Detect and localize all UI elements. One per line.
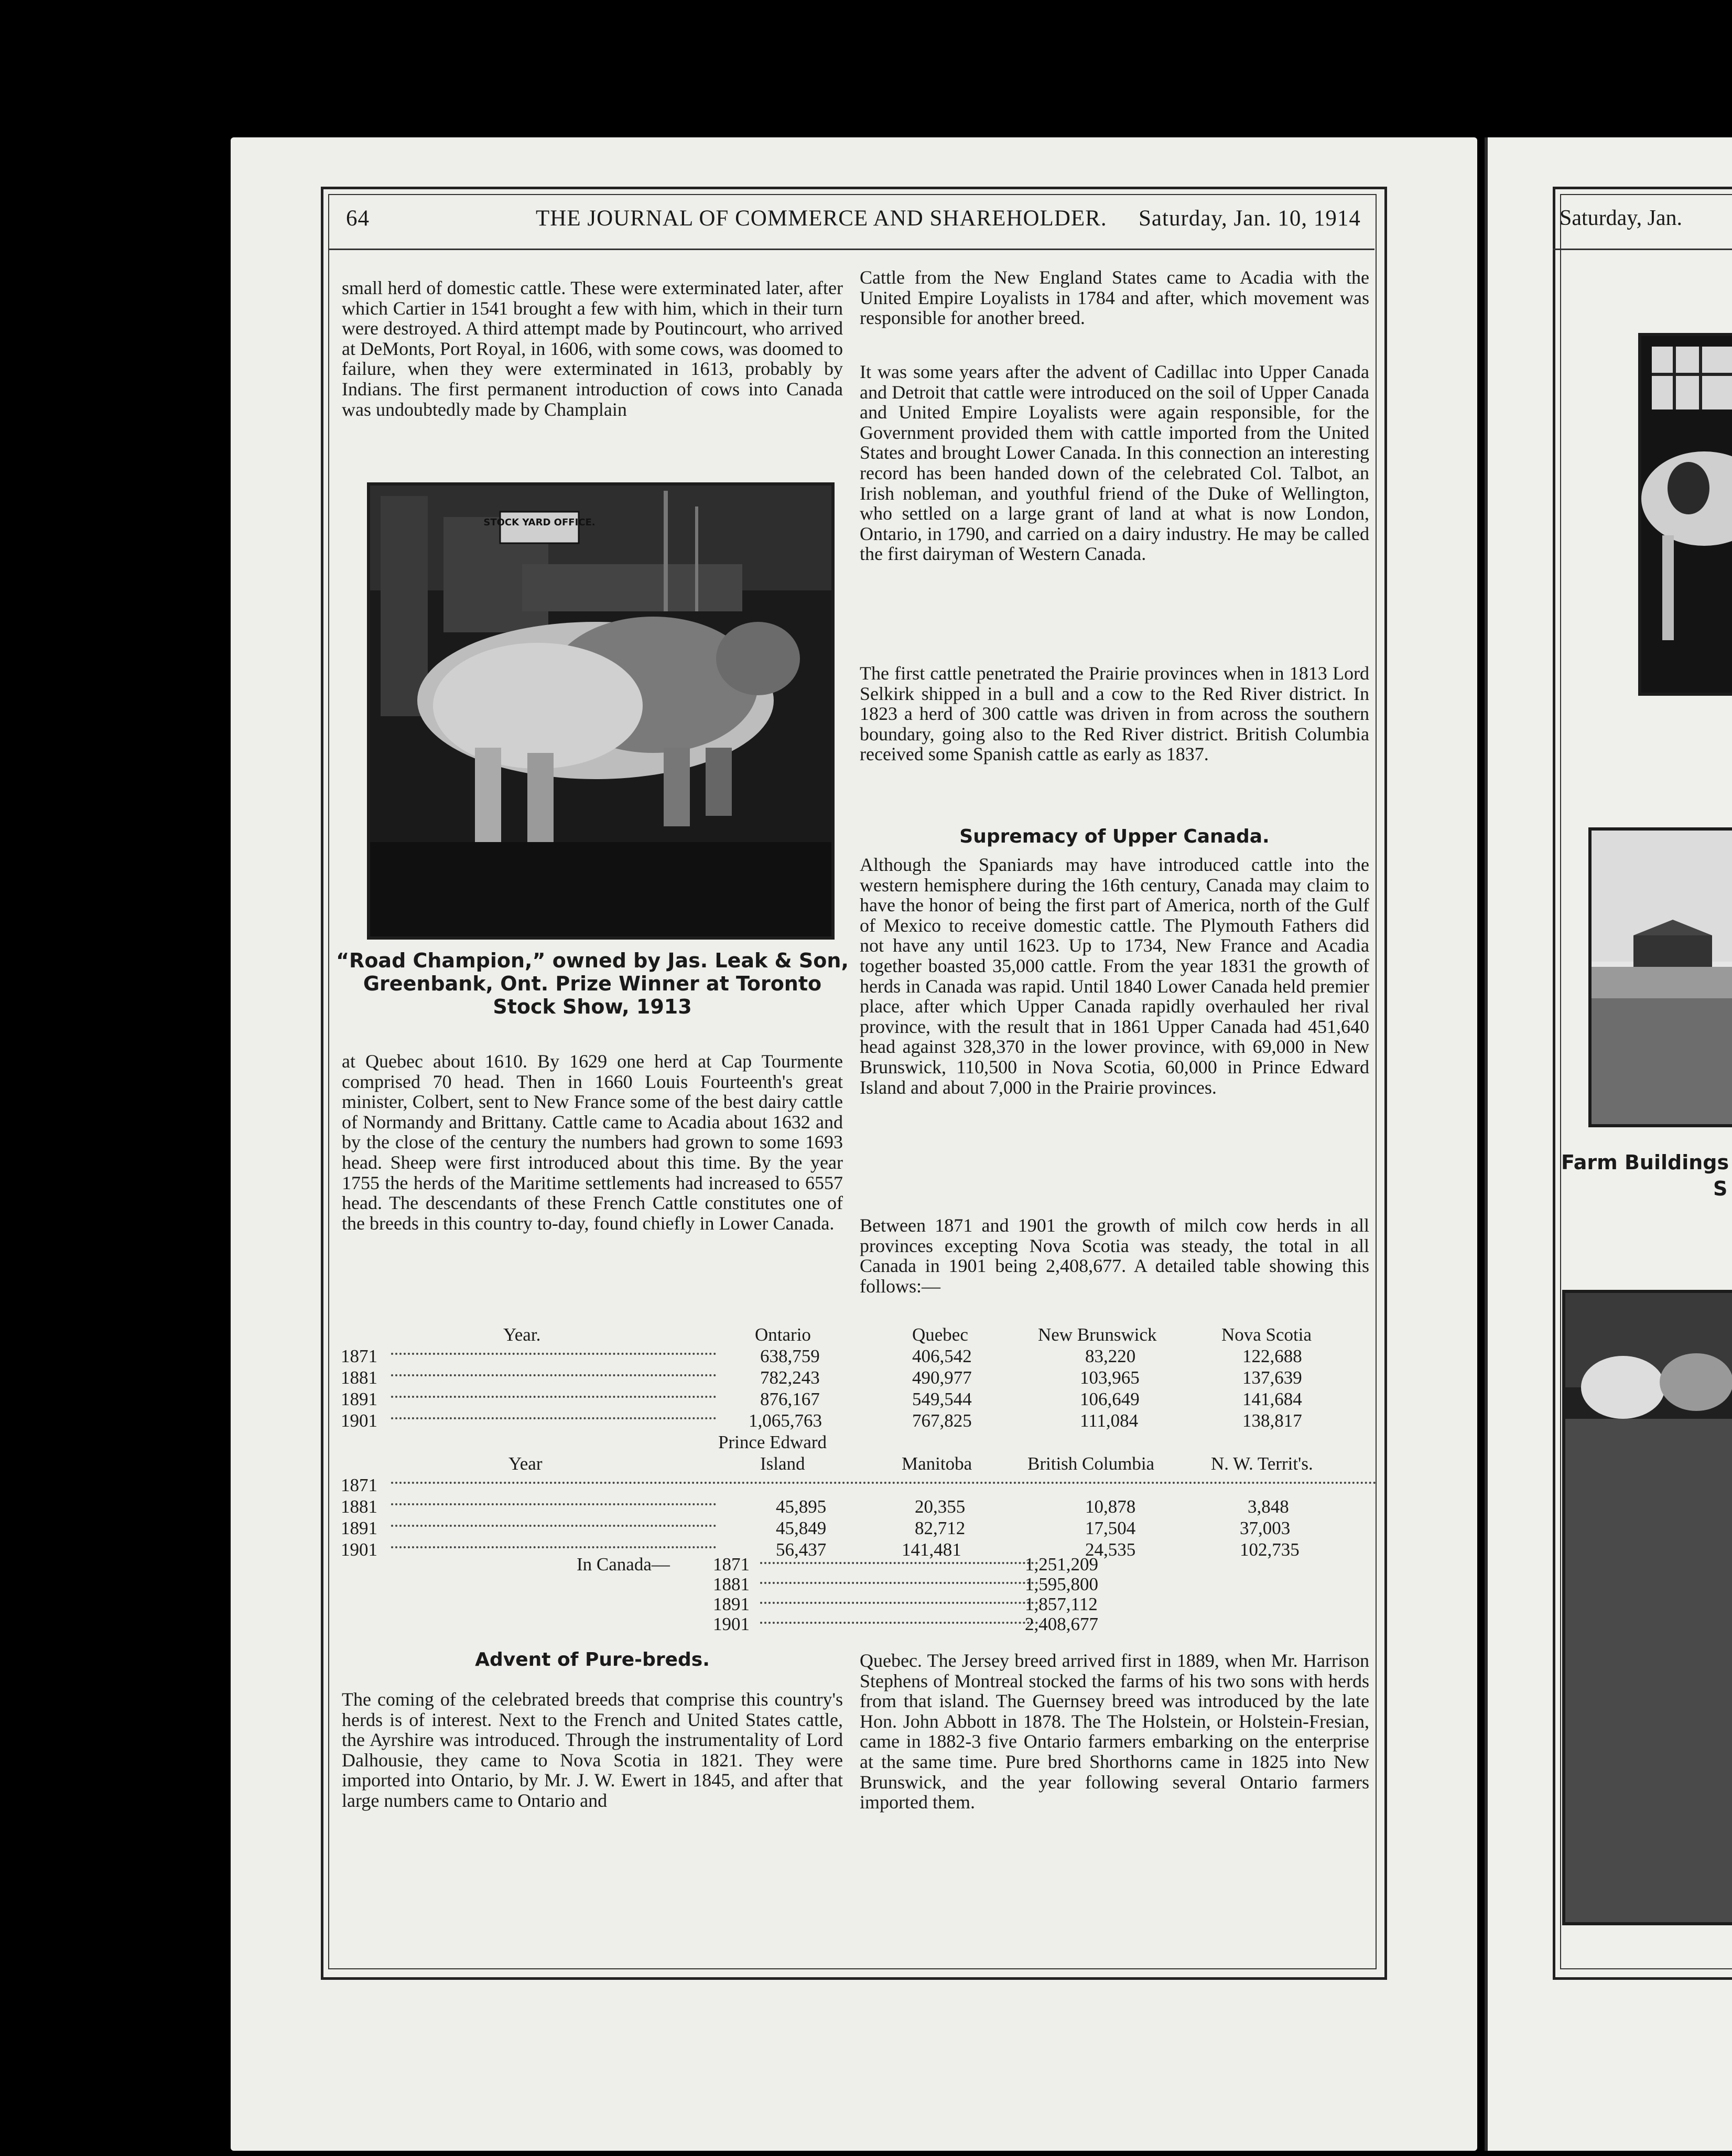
new-brunswick-cell: 106,649 <box>1080 1389 1140 1409</box>
year-cell: 1891 <box>341 1389 377 1409</box>
new-brunswick-cell: 103,965 <box>1080 1367 1140 1388</box>
table1-header-row <box>341 1324 1384 1345</box>
totals-row <box>577 1574 1098 1594</box>
year-cell: 1891 <box>713 1594 750 1614</box>
stock-yard-sign: STOCK YARD OFFICE. <box>483 517 596 528</box>
bc-cell: 24,535 <box>1085 1539 1136 1560</box>
nova-scotia-cell: 138,817 <box>1242 1410 1302 1431</box>
manitoba-cell: 82,712 <box>915 1518 966 1538</box>
table-row <box>341 1474 1384 1496</box>
page-header <box>346 206 1389 242</box>
new-brunswick-cell: 83,220 <box>1085 1346 1136 1366</box>
year-cell: 1881 <box>341 1367 377 1388</box>
left-paragraph-2: at Quebec about 1610. By 1629 one herd at Cap Tourmente comprised 70 head. Then in 1660 Louis Fourteenth's great minister, Colbert, sent to New France some of the best dairy cattle of Normandy and Brittany. Cattle came to Acadia about 1632 and by the close of the century the numbers had grown to some 1693 head. Sheep were first introduced about this time. By the year 1755 the herds of the Maritime settlements had increased to 6557 head. The descendants of these French Cattle constitutes one of the breeds in this country to-day, found chiefly in Lower Canada. <box>342 1051 843 1234</box>
nova-scotia-cell: 137,639 <box>1242 1367 1302 1388</box>
bc-cell: 17,504 <box>1085 1518 1136 1538</box>
pure-breds-right-paragraph: Quebec. The Jersey breed arrived first in 1889, when Mr. Harrison Stephens of Montreal stocked the farms of his two sons with herds from that island. The Guernsey breed was introduced by the late Hon. John Abbott in 1878. The The Holstein, or Holstein-Fresian, came in 1882-3 five Ontario farmers embarking on the enterprise at the same time. Pure bred Shorthorns came in 1825 into New Brunswick, and the year following several Ontario farmers imported them. <box>860 1650 1369 1813</box>
facing-caption-line1: Farm Buildings <box>1561 1151 1729 1174</box>
total-cell: 1,595,800 <box>1025 1574 1098 1594</box>
table-row <box>341 1496 1384 1517</box>
year-cell: 1871 <box>341 1475 377 1495</box>
table-row <box>341 1517 1384 1539</box>
pei-cell: 45,895 <box>776 1496 827 1517</box>
year-cell: 1881 <box>341 1496 377 1517</box>
quebec-cell: 406,542 <box>912 1346 972 1366</box>
facing-photo-cow <box>1638 333 1732 696</box>
pei-cell: 45,849 <box>776 1518 827 1538</box>
ontario-cell: 782,243 <box>760 1367 820 1388</box>
table2-header-nwt: N. W. Territ's. <box>1211 1453 1313 1474</box>
nova-scotia-cell: 141,684 <box>1242 1389 1302 1409</box>
right-paragraph-3: The first cattle penetrated the Prairie provinces when in 1813 Lord Selkirk shipped in a bull and a cow to the Red River district. In 1823 a herd of 300 cattle was driven in from across the southern boundary, going also to the Red River district. British Columbia received some Spanish cattle as early as 1837. <box>860 663 1369 765</box>
totals-row <box>577 1614 1098 1634</box>
table-row <box>341 1410 1384 1431</box>
year-cell: 1881 <box>713 1574 750 1594</box>
ontario-cell: 638,759 <box>760 1346 820 1366</box>
year-cell: 1891 <box>341 1518 377 1538</box>
year-cell: 1871 <box>341 1346 377 1366</box>
table-row <box>341 1367 1384 1388</box>
table2-header-pei-line1: Prince Edward <box>718 1432 827 1452</box>
issue-date: Saturday, Jan. 10, 1914 <box>1139 206 1361 231</box>
totals-row <box>577 1594 1098 1614</box>
table1-header-new-brunswick: New Brunswick <box>1038 1324 1157 1345</box>
table1-header-year: Year. <box>503 1324 541 1345</box>
subhead-supremacy: Supremacy of Upper Canada. <box>959 826 1270 847</box>
year-cell: 1871 <box>713 1554 750 1575</box>
nwt-cell: 3,848 <box>1248 1496 1289 1517</box>
bc-cell: 10,878 <box>1085 1496 1136 1517</box>
total-cell: 1,857,112 <box>1025 1594 1098 1614</box>
right-paragraph-5: Between 1871 and 1901 the growth of milch cow herds in all provinces excepting Nova Scotia was steady, the total in all Canada in 1901 being 2,408,677. A detailed table showing this follows:— <box>860 1215 1369 1297</box>
left-paragraph-1: small herd of domestic cattle. These were exterminated later, after which Cartier in 1541 brought a few with him, which in their turn were destroyed. A third attempt made by Poutincourt, who arrived at DeMonts, Port Royal, in 1606, with some cows, was doomed to failure, when they were exterminated in 1613, probably by Indians. The first permanent introduction of cows into Canada was undoubtedly made by Champlain <box>342 277 843 420</box>
pei-cell: 56,437 <box>776 1539 827 1560</box>
header-rule <box>328 249 1374 250</box>
year-cell: 1901 <box>341 1539 377 1560</box>
facing-page-header: Saturday, Jan. <box>1560 206 1683 230</box>
bull-photo <box>367 482 835 940</box>
table2-header-pei-line2: Island <box>760 1453 805 1474</box>
table2-header-manitoba: Manitoba <box>902 1453 972 1474</box>
ontario-cell: 1,065,763 <box>749 1410 822 1431</box>
photo-caption: “Road Champion,” owned by Jas. Leak & Son, Greenbank, Ont. Prize Winner at Toronto Stock Show, 1913 <box>336 949 849 1018</box>
table2-header-row-2 <box>341 1453 1384 1474</box>
quebec-cell: 490,977 <box>912 1367 972 1388</box>
page-number: 64 <box>346 206 370 231</box>
publication-title: THE JOURNAL OF COMMERCE AND SHAREHOLDER. <box>536 206 1107 231</box>
facing-header-rule <box>1553 249 1732 250</box>
nwt-cell: 37,003 <box>1240 1518 1291 1538</box>
facing-photo-cattle-field <box>1562 1290 1732 1925</box>
table1-header-quebec: Quebec <box>912 1324 968 1345</box>
total-cell: 2,408,677 <box>1025 1614 1098 1634</box>
facing-caption-line2: S <box>1713 1177 1728 1200</box>
ontario-cell: 876,167 <box>760 1389 820 1409</box>
year-cell: 1901 <box>713 1614 750 1634</box>
total-cell: 1,251,209 <box>1025 1554 1098 1575</box>
table-row <box>341 1345 1384 1367</box>
manitoba-cell: 20,355 <box>915 1496 966 1517</box>
subhead-pure-breds: Advent of Pure-breds. <box>475 1649 710 1670</box>
table2-header-bc: British Columbia <box>1027 1453 1155 1474</box>
quebec-cell: 767,825 <box>912 1410 972 1431</box>
table2-header-row-1 <box>341 1431 1384 1453</box>
year-cell: 1901 <box>341 1410 377 1431</box>
right-paragraph-1: Cattle from the New England States came to Acadia with the United Empire Loyalists in 1784 and after, which movement was responsible for another breed. <box>860 267 1369 329</box>
totals-row <box>577 1554 1098 1575</box>
table1-header-ontario: Ontario <box>755 1324 811 1345</box>
totals-label: In Canada— <box>577 1554 670 1575</box>
table-row <box>341 1388 1384 1410</box>
pure-breds-left-paragraph: The coming of the celebrated breeds that comprise this country's herds is of interest. Next to the French and United States cattle, the Ayrshire was introduced. Through the instrumentality of Lord Dalhousie, they came to Nova Scotia in 1821. They were imported into Ontario, by Mr. J. W. Ewert in 1845, and after that large numbers came to Ontario and <box>342 1689 843 1811</box>
right-paragraph-4: Although the Spaniards may have introduced cattle into the western hemisphere during the 16th century, Canada may claim to have the honor of being the first part of America, north of the Gulf of Mexico to receive domestic cattle. The Plymouth Fathers did not have any until 1623. Up to 1734, New France and Acadia together boasted 35,000 cattle. From the year 1831 the growth of herds in Canada was rapid. Until 1840 Lower Canada held premier place, after which Upper Canada rapidly overhauled her rival province, with the result that in 1861 Upper Canada had 451,640 head against 328,370 in the lower province, with 69,000 in New Brunswick, 110,500 in Nova Scotia, 60,000 in Prince Edward Island and about 7,000 in the Prairie provinces. <box>860 854 1369 1098</box>
right-paragraph-2: It was some years after the advent of Cadillac into Upper Canada and Detroit that cattle were introduced on the soil of Upper Canada and United Empire Loyalists were again responsible, for the Government provided them with cattle imported from the United States and brought Lower Canada. In this connection an interesting record has been handed down of the celebrated Col. Talbot, an Irish nobleman, and youthful friend of the Duke of Wellington, who settled on a large grant of land at what is now London, Ontario, in 1790, and carried on a dairy industry. He may be called the first dairyman of Western Canada. <box>860 361 1369 565</box>
nova-scotia-cell: 122,688 <box>1242 1346 1302 1366</box>
nwt-cell: 102,735 <box>1240 1539 1300 1560</box>
table2-header-year: Year <box>508 1453 543 1474</box>
quebec-cell: 549,544 <box>912 1389 972 1409</box>
manitoba-cell: 141,481 <box>902 1539 961 1560</box>
table1-header-nova-scotia: Nova Scotia <box>1221 1324 1312 1345</box>
new-brunswick-cell: 111,084 <box>1080 1410 1139 1431</box>
facing-photo-farm-buildings <box>1588 827 1732 1127</box>
